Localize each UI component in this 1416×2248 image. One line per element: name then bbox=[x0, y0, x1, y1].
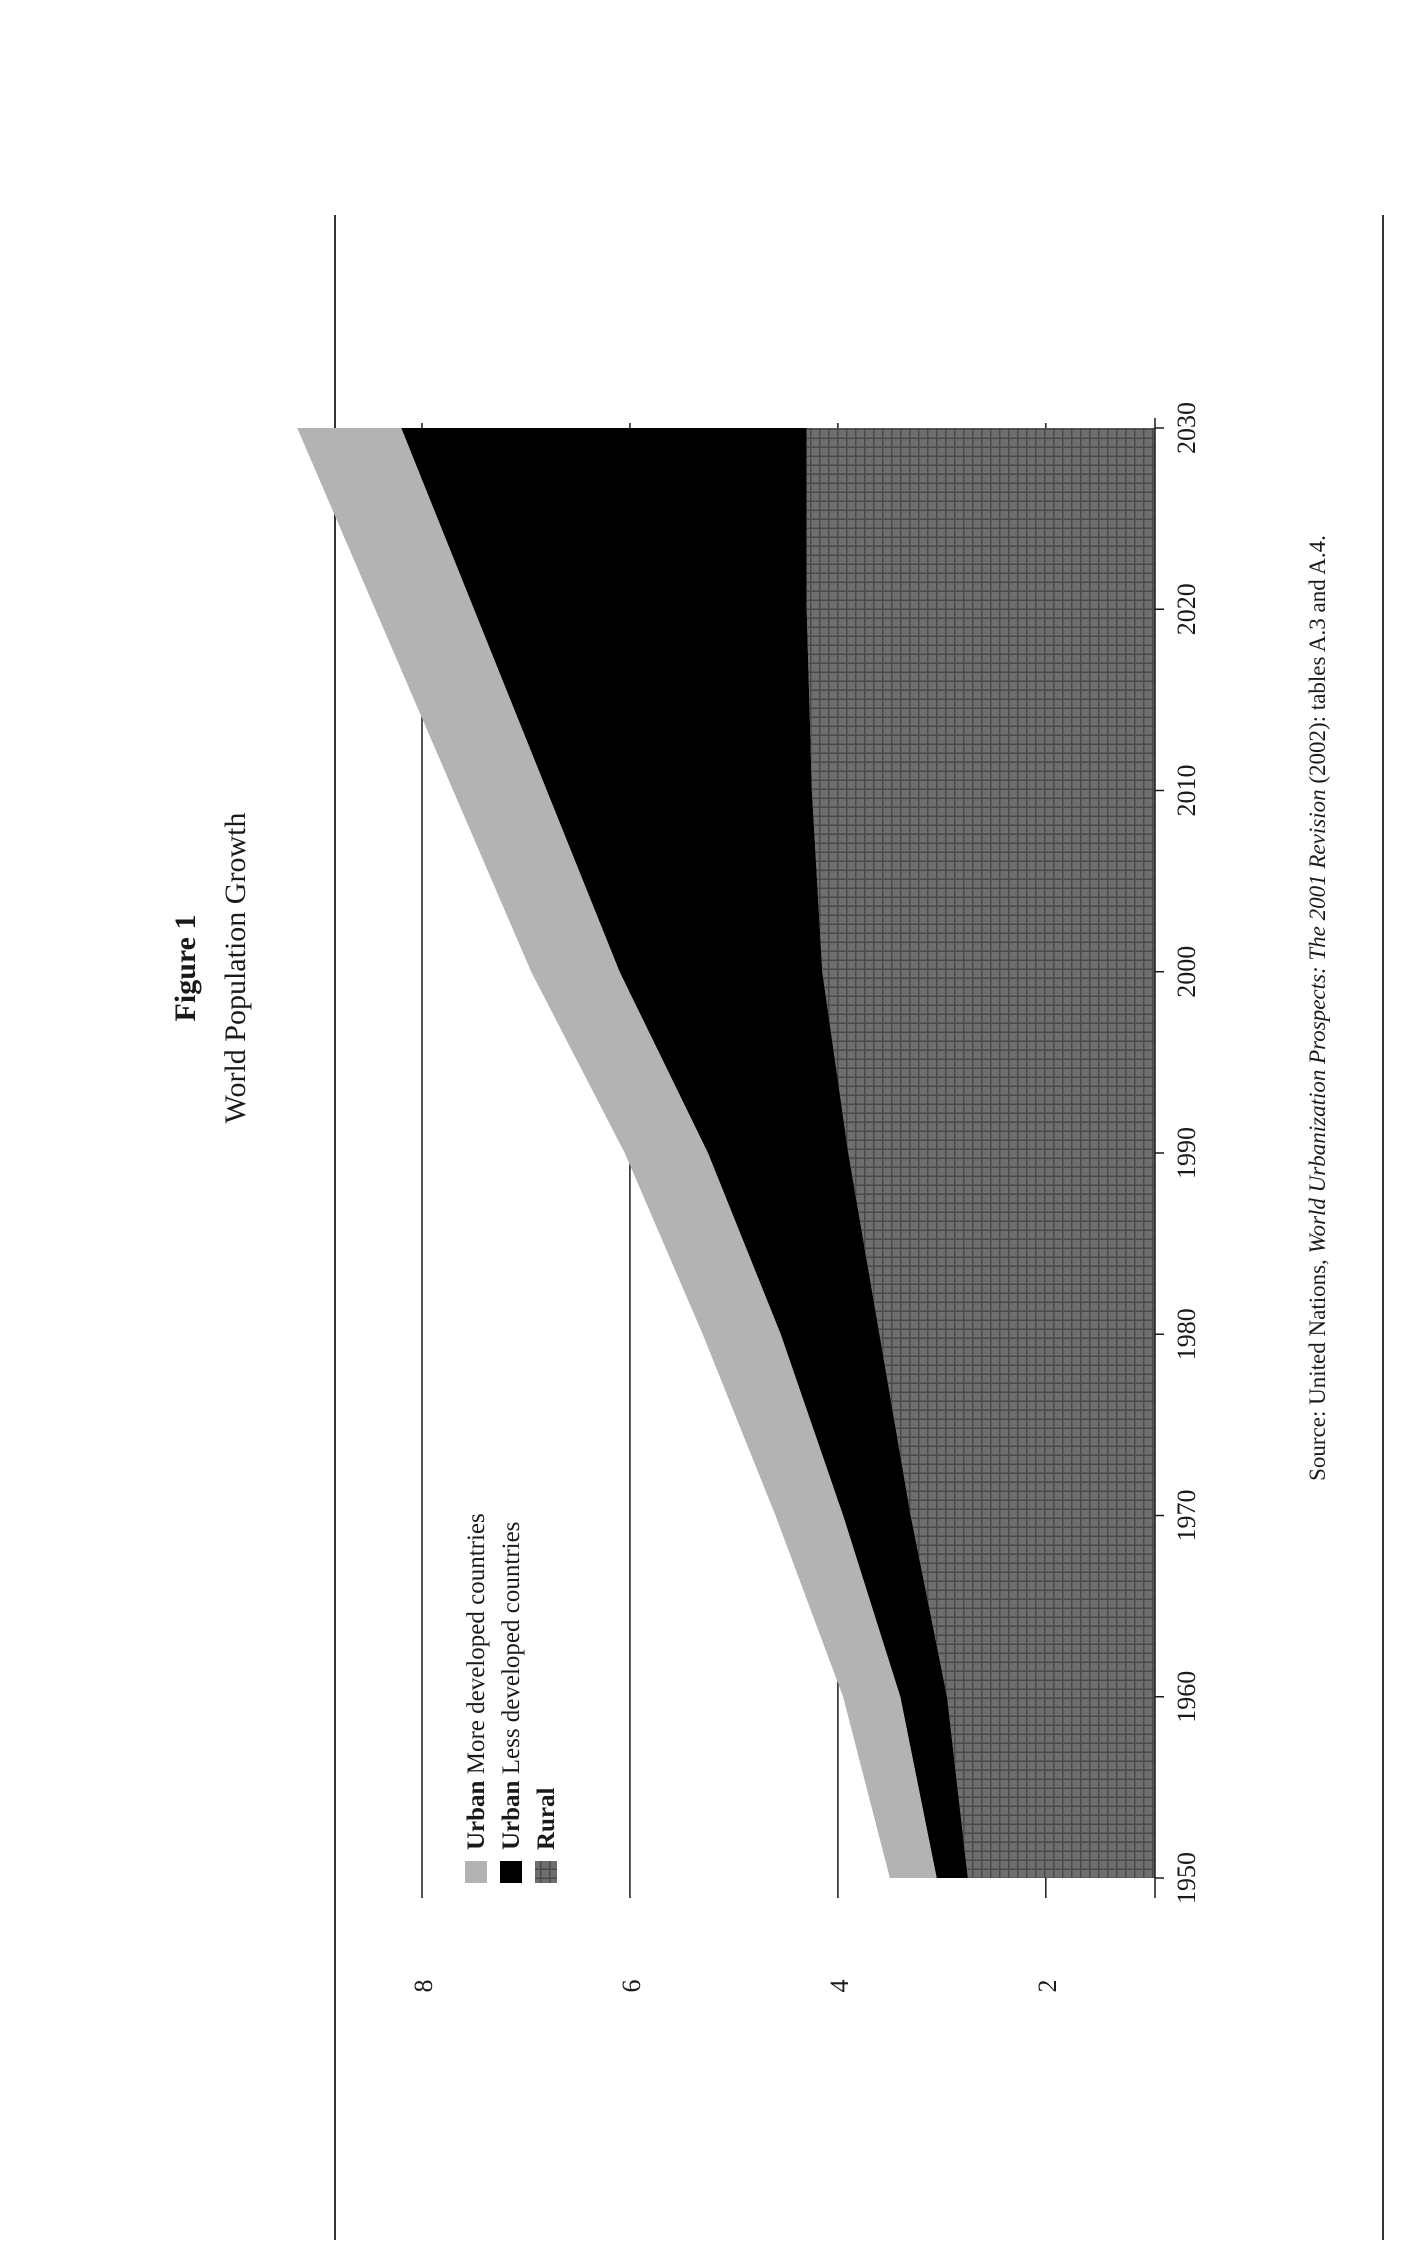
legend-swatch-urban-less-developed bbox=[500, 1861, 522, 1883]
x-tick-label-1990: 1990 bbox=[1172, 1127, 1201, 1179]
y-tick-label-6: 6 bbox=[616, 1979, 646, 1993]
figure-title: World Population Growth bbox=[219, 812, 252, 1124]
x-tick-label-2010: 2010 bbox=[1172, 764, 1201, 817]
x-tick-label-2030: 2030 bbox=[1172, 402, 1201, 454]
figure-label: Figure 1 bbox=[169, 914, 202, 1022]
rotated-figure bbox=[169, 402, 1330, 1993]
legend bbox=[463, 1513, 560, 1883]
y-tick-label-8: 8 bbox=[408, 1979, 438, 1993]
y-tick-label-4: 4 bbox=[824, 1979, 854, 1993]
legend-swatch-rural bbox=[535, 1861, 557, 1883]
x-tick-label-1980: 1980 bbox=[1172, 1308, 1201, 1361]
x-tick-label-2020: 2020 bbox=[1172, 583, 1201, 636]
y-tick-label-2: 2 bbox=[1032, 1979, 1062, 1993]
legend-label-urban-more-developed: Urban More developed countries bbox=[463, 1513, 490, 1850]
x-tick-label-2000: 2000 bbox=[1172, 945, 1201, 998]
source-note: Source: United Nations, World Urbanization Prospects: The 2001 Revision (2002): tables A.3 and A.4. bbox=[1305, 535, 1330, 1481]
x-tick-label-1970: 1970 bbox=[1172, 1489, 1201, 1542]
legend-swatch-urban-more-developed bbox=[465, 1861, 487, 1883]
x-tick-label-1960: 1960 bbox=[1172, 1670, 1201, 1723]
y-axis-ticks bbox=[409, 1980, 1062, 1993]
x-axis-ticks bbox=[1155, 402, 1201, 1904]
x-tick-label-1950: 1950 bbox=[1172, 1852, 1201, 1904]
legend-label-rural: Rural bbox=[533, 1787, 560, 1850]
stacked-areas bbox=[297, 428, 1155, 1878]
legend-label-urban-less-developed: Urban Less developed countries bbox=[498, 1521, 525, 1850]
